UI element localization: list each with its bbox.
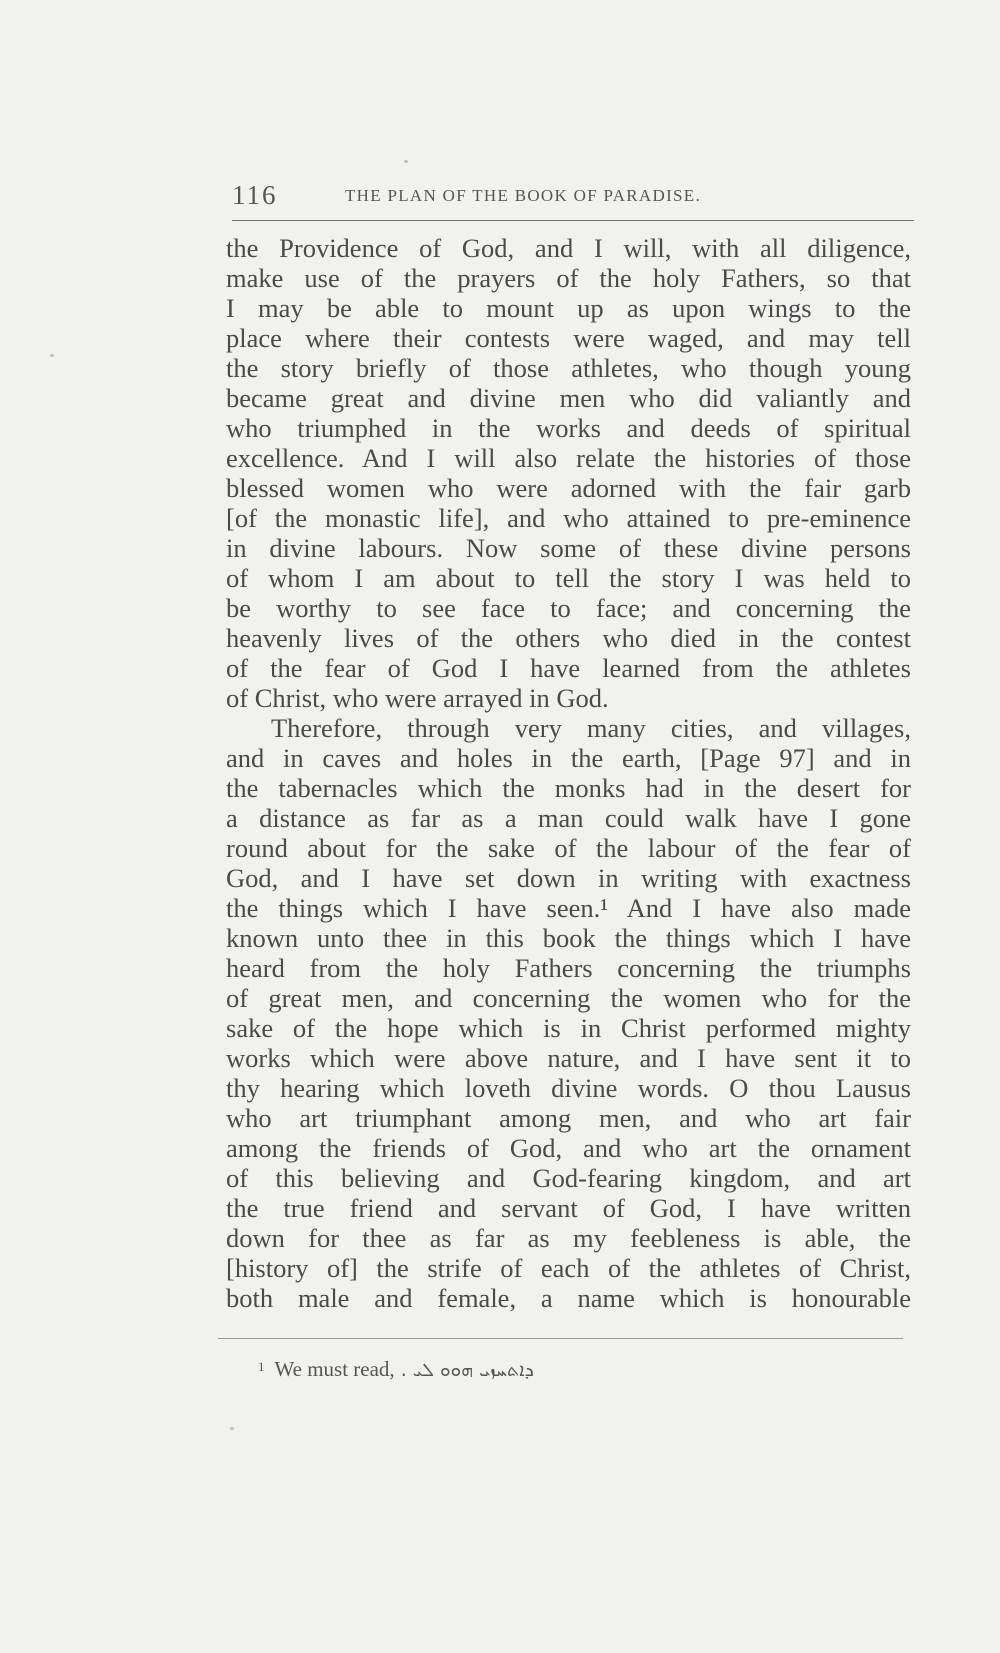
running-head: THE PLAN OF THE BOOK OF PARADISE. [345,186,702,205]
footnote-marker: 1 [258,1359,265,1374]
text-line: who triumphed in the works and deeds of spiritual [226,413,911,443]
paper-speck [230,1427,234,1430]
footnote-text: We must read, [274,1357,395,1381]
text-line: of great men, and concerning the women who for the [226,983,911,1013]
text-line: of the fear of God I have learned from the athletes [226,653,911,683]
text-line: make use of the prayers of the holy Fathers, so that [226,263,911,293]
text-line: of whom I am about to tell the story I was held to [226,563,911,593]
text-line: who art triumphant among men, and who art fair [226,1103,911,1133]
text-line: [history of] the strife of each of the athletes of Christ, [226,1253,911,1283]
text-line: the tabernacles which the monks had in the desert for [226,773,911,803]
paper-speck [50,354,54,357]
text-line: both male and female, a name which is honourable [226,1283,911,1313]
text-line: excellence. And I will also relate the histories of those [226,443,911,473]
text-line: known unto thee in this book the things which I have [226,923,911,953]
footnote-rule [218,1338,903,1339]
text-line: round about for the sake of the labour of the fear of [226,833,911,863]
footnote-syriac: ܕܐܬܚܙܝ ܗܘܘ ܠܝ . [400,1359,534,1381]
text-line: the story briefly of those athletes, who though young [226,353,911,383]
text-line: down for thee as far as my feebleness is able, the [226,1223,911,1253]
text-line: Therefore, through very many cities, and villages, [271,713,911,743]
text-line: the true friend and servant of God, I have written [226,1193,911,1223]
text-line: God, and I have set down in writing with exactness [226,863,911,893]
text-line: heard from the holy Fathers concerning the triumphs [226,953,911,983]
page-header [232,180,914,220]
text-line: became great and divine men who did valiantly and [226,383,911,413]
text-line: the Providence of God, and I will, with all diligence, [226,233,911,263]
text-line: blessed women who were adorned with the fair garb [226,473,911,503]
page-number: 116 [232,180,278,210]
text-line: a distance as far as a man could walk have I gone [226,803,911,833]
text-line: place where their contests were waged, and may tell [226,323,911,353]
paper-speck [404,160,408,163]
footnote [258,1357,534,1382]
text-line: [of the monastic life], and who attained to pre-eminence [226,503,911,533]
text-line: I may be able to mount up as upon wings to the [226,293,911,323]
text-line: heavenly lives of the others who died in the contest [226,623,911,653]
text-line: and in caves and holes in the earth, [Page 97] and in [226,743,911,773]
header-rule [232,220,914,221]
text-line: sake of the hope which is in Christ performed mighty [226,1013,911,1043]
text-line: thy hearing which loveth divine words. O thou Lausus [226,1073,911,1103]
body-text [226,233,911,1313]
text-line: works which were above nature, and I have sent it to [226,1043,911,1073]
text-line: of Christ, who were arrayed in God. [226,683,609,713]
text-line: of this believing and God-fearing kingdom, and art [226,1163,911,1193]
text-line: in divine labours. Now some of these divine persons [226,533,911,563]
text-line: among the friends of God, and who art the ornament [226,1133,911,1163]
text-line: the things which I have seen.¹ And I have also made [226,893,911,923]
text-line: be worthy to see face to face; and concerning the [226,593,911,623]
